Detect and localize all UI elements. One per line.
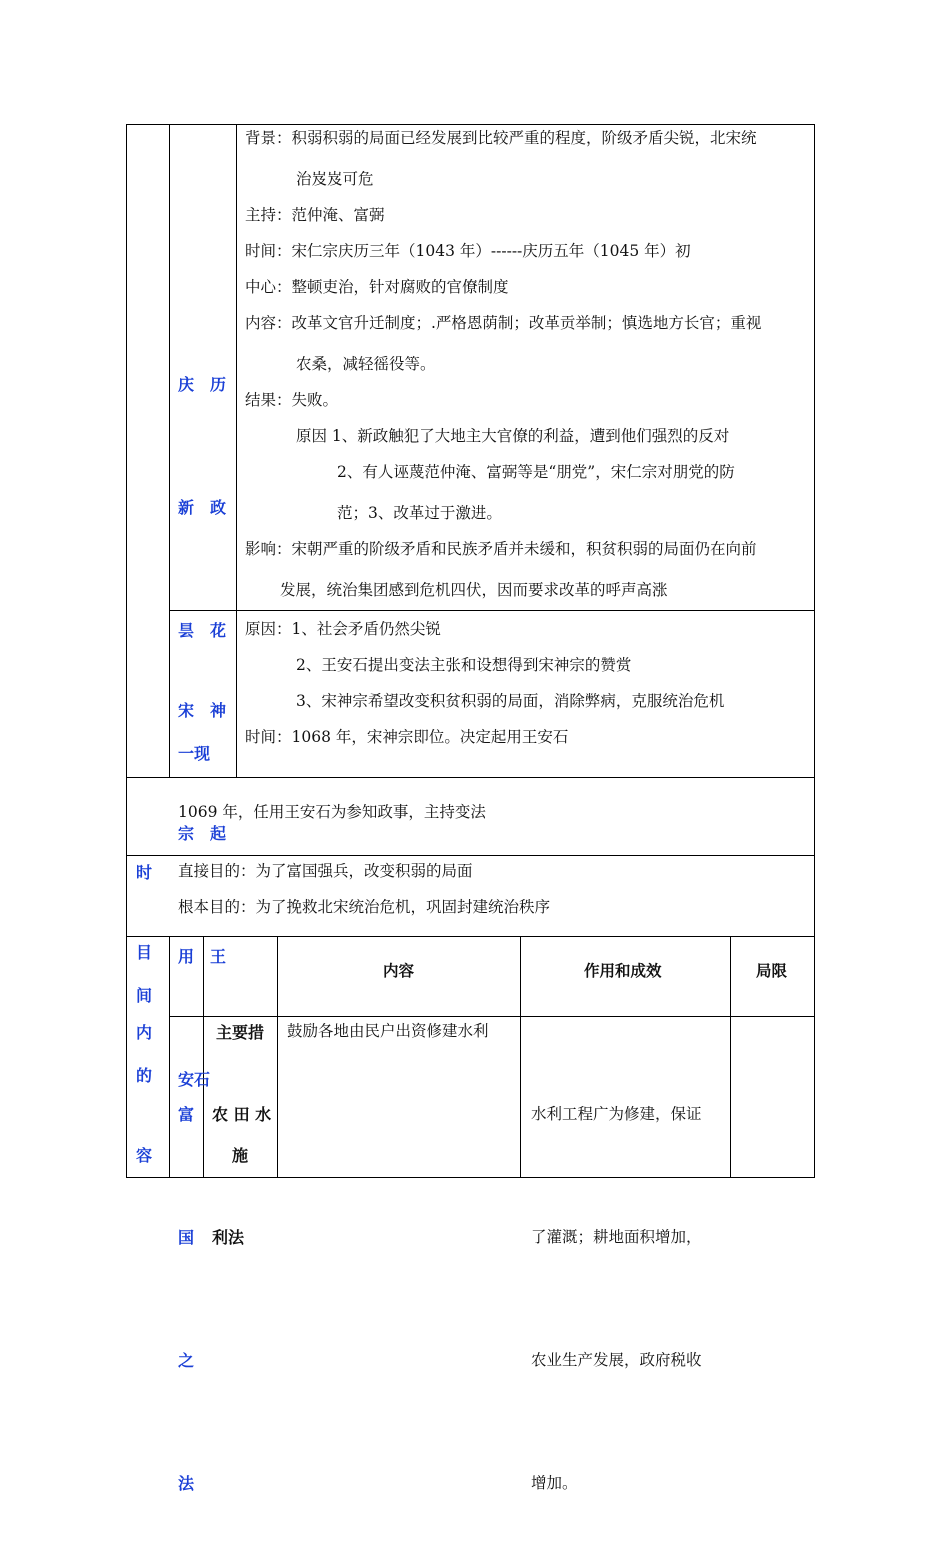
row1-content: 鼓励各地由民户出资修建水利 [287,1022,489,1040]
qingli-content: 内容：改革文官升迁制度；.严格恩荫制；改革贡举制；慎选地方长官；重视 [245,314,762,332]
table-border-top [126,124,815,125]
qingli-reason2-cont: 范；3、改革过于激进。 [337,504,502,522]
qingli-reason2: 2、有人诬蔑范仲淹、富弼等是“朋党”，宋仁宗对朋党的防 [337,463,735,481]
shenzong-reason3: 3、宋神宗希望改变积贫积弱的局面，消除弊病，克服统治危机 [296,692,725,710]
content-row-label: 内 容 [136,1023,153,1165]
qingli-time: 时间：宋仁宗庆历三年（1043 年）------庆历五年（1045 年）初 [245,242,691,260]
col-divider-label [169,124,170,778]
time-row-text: 1069 年，任用王安石为参知政事，主持变法 [178,803,486,821]
col-divider-content-label [169,936,170,1178]
shenzong-reason2: 2、王安石提出变法主张和设想得到宋神宗的赞赏 [296,656,632,674]
row1-measure: 农 田 水 利法 [212,1105,272,1247]
header-measure: 主要措 施 [216,1023,265,1165]
shenzong-label: 宋 神 宗 起 用 王 安石 [178,701,227,1089]
qingli-influence: 影响：宋朝严重的阶级矛盾和民族矛盾并未缓和，积贫积弱的局面仍在向前 [245,540,757,558]
row-divider-shenzong [169,610,815,611]
table-border-left [126,124,127,1178]
qingli-reason1: 原因 1、新政触犯了大地主大官僚的利益，遭到他们强烈的反对 [296,427,730,445]
row-divider-purpose [126,855,815,856]
table-border-right [814,124,815,1178]
qingli-background: 背景：积弱积弱的局面已经发展到比较严重的程度，阶级矛盾尖锐，北宋统 [245,129,757,147]
purpose-direct: 直接目的：为了富国强兵，改变积弱的局面 [178,862,473,880]
col-divider-limit [730,936,731,1178]
col-divider-content [277,936,278,1178]
purpose-row-label: 目 的 [136,943,153,1085]
qingli-background-cont: 治岌岌可危 [296,170,374,188]
time-row-label: 时 间 [136,863,153,1005]
fuguo-group-label: 富 国 之 法 [178,1105,195,1493]
qingli-content-cont: 农桑，减轻徭役等。 [296,355,436,373]
qingli-influence-cont: 发展，统治集团感到危机四伏，因而要求改革的呼声高涨 [280,581,668,599]
header-content: 内容 [383,962,415,980]
col-divider-effect [520,936,521,1178]
purpose-root: 根本目的：为了挽救北宋统治危机，巩固封建统治秩序 [178,898,551,916]
header-limit: 局限 [756,962,788,980]
shenzong-reason-head: 原因：1、社会矛盾仍然尖锐 [245,620,441,638]
header-effect: 作用和成效 [584,962,662,980]
row-divider-time [126,777,815,778]
qingli-center: 中心：整顿吏治，针对腐败的官僚制度 [245,278,509,296]
shenzong-time: 时间：1068 年，宋神宗即位。决定起用王安石 [245,728,569,746]
qingli-label: 庆 历 新 政 昙 花 一现 [178,375,227,763]
qingli-result: 结果：失败。 [245,391,339,409]
col-divider-sublabel [236,124,237,778]
row1-effect: 水利工程广为修建，保证 了灌溉；耕地面积增加， 农业生产发展，政府税收 增加。 [531,1105,702,1492]
qingli-host: 主持：范仲淹、富弼 [245,206,385,224]
